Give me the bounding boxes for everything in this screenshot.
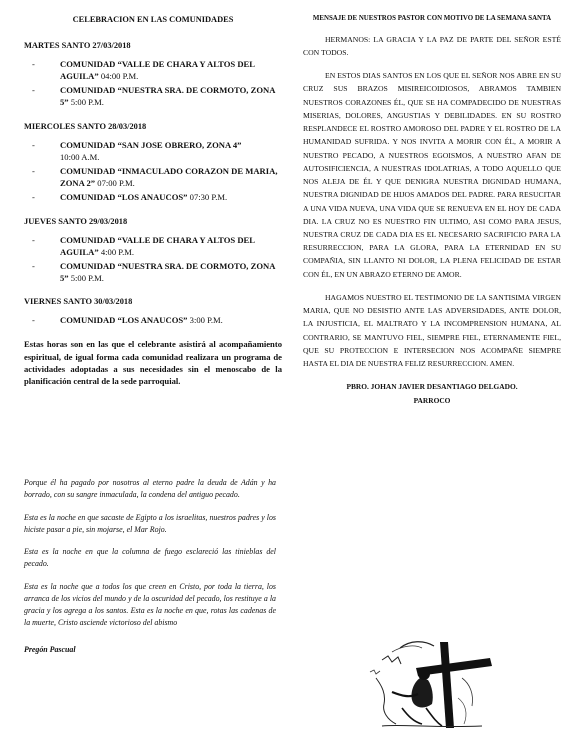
event-item <box>24 191 282 203</box>
message-title: MENSAJE DE NUESTROS PASTOR CON MOTIVO DE LA SEMANA SANTA <box>312 15 552 22</box>
event-time: 04:00 P.M. <box>100 71 139 82</box>
event-name: COMUNIDAD “LOS ANAUCOS” <box>60 315 188 326</box>
message-paragraph: EN ESTOS DIAS SANTOS EN LOS QUE EL SEÑOR NOS ABRE EN SU CRUZ SUS BRAZOS MISIREICOIDIOSOS, ABRAMOS TAMBIEN NUESTROS CORAZONES ÉL, QUE SE HA COMPADECIDO DE NUESTRAS MISERIAS, DOLORES, ANGUSTIAS Y DEBILIDADES. EN SU ROSTRO RESPLANDECE EL ROSTRO AMOROSO DEL PADRE Y EL ROSTRO DE LA HUMANIDAD SUFRIDA. Y NOS INVITA A MORIR CON ÉL, A MORIR A NUESTRO PECADO, A NUESTROS EGOISMOS, A NUESTRO AFAN DE AUTOSIFICIENCIA, A NUESTRAS IDOLATRIAS, A TODO AQUELLO QUE NOS ALEJA DE ÉL Y QUE DENIGRA NUESTRA DIGNIDAD HUMANA, NUESTRA DIGNIDAD DE HIJOS AMADOS DEL PADRE. PARA RESUCITAR A UNA VIDA NUEVA, UNA VIDA QUE SE RENUEVA EN EL HOY DE CADA DIA. LA CRUZ NO ES NUESTRO FIN ULTIMO, ASI COMO PARA JESUS, NUESTRA CRUZ DE CADA DIA ES EL NECESARIO SACRIFICIO PARA LA RESURRECCION, PARA LA GLORA, PARA LA ETERNIDAD EN SU COMPAÑIA, SIN LLANTO NI DOLOR, LA PLENA FELICIDAD DE ESTAR CON ÉL, EN UN ABRAZO ETERNO DE AMOR. <box>303 71 561 279</box>
day-label: MARTES SANTO 27/03/2018 <box>24 40 131 50</box>
day-label: VIERNES SANTO 30/03/2018 <box>24 297 133 307</box>
cross-illustration <box>362 638 498 730</box>
day-label: JUEVES SANTO 29/03/2018 <box>24 216 128 226</box>
event-time: 4:00 P.M. <box>100 246 135 257</box>
celebration-title: CELEBRACION EN LAS COMUNIDADES <box>72 15 234 24</box>
right-column <box>303 14 561 408</box>
message-paragraph: HERMANOS: LA GRACIA Y LA PAZ DE PARTE DEL SEÑOR ESTÉ CON TODOS. <box>303 34 561 57</box>
schedule-note: Estas horas son en las que el celebrante asistirá al acompañamiento espiritual, de igual forma cada comunidad realizara un programa de actividades adoptadas a sus necesidades sin el menoscabo de la planificación central de la sede parroquial. <box>24 339 282 387</box>
quote-paragraph: Esta es la noche que a todos los que creen en Cristo, por toda la tierra, los arranca de los vicios del mundo y de la oscuridad del pecado, los restituye a la gracia y los agrega a los santos. Esta es la noche en que, rotas las cadenas de la muerte, Cristo asciende victorioso del abismo <box>24 581 276 628</box>
event-time: 5:00 P.M. <box>70 97 104 108</box>
event-name: COMUNIDAD “INMACULADO CORAZON DE MARIA, ZONA 2” <box>60 165 278 189</box>
day-block <box>24 216 282 285</box>
event-item <box>24 314 282 326</box>
day-block <box>24 121 282 204</box>
event-list <box>24 314 282 326</box>
day-block <box>24 296 282 326</box>
event-time: 3:00 P.M. <box>189 315 223 326</box>
event-item <box>24 139 282 163</box>
message-paragraph: HAGAMOS NUESTRO EL TESTIMONIO DE LA SANTISIMA VIRGEN MARIA, QUE NO DESISTIO ANTE LAS ADVERSIDADES, ANTE DOLOR, LA INJUSTICIA, EL MALTRATO Y LA INCOMPRENSION HUMANA, AL CONTRARIO, SE MANTUVO FIEL, SIEMPRE FIEL, ETERNAMENTE FIEL, QUE SU PROTECCION E INTERSECION NOS ACOMPAÑE SIEMPRE HASTA EL DIA DE NUESTRA FELIZ RESURRECCION. AMEN. <box>303 292 561 369</box>
event-name: COMUNIDAD “NUESTRA SRA. DE CORMOTO, ZONA 5” <box>60 260 275 284</box>
signature-role: PARROCO <box>413 396 451 406</box>
event-item <box>24 260 282 284</box>
event-name: COMUNIDAD “SAN JOSE OBRERO, ZONA 4” <box>60 139 242 150</box>
pascual-quotes <box>24 477 276 666</box>
event-name: COMUNIDAD “NUESTRA SRA. DE CORMOTO, ZONA 5” <box>60 85 275 108</box>
event-item <box>24 84 282 108</box>
quote-source: Pregón Pascual <box>24 644 76 654</box>
event-time: 10:00 A.M. <box>60 151 100 162</box>
event-item <box>24 165 282 189</box>
quote-paragraph: Esta es la noche en que sacaste de Egipto a los israelitas, nuestros padres y los hiciste pasar a pie, sin mojarse, el Mar Rojo. <box>24 512 276 534</box>
jesus-carrying-cross-image <box>362 638 498 730</box>
event-name: COMUNIDAD “LOS ANAUCOS” <box>60 192 188 203</box>
event-time: 07:00 P.M. <box>97 178 135 189</box>
event-list <box>24 234 282 285</box>
quote-paragraph: Esta es la noche en que la columna de fuego esclareció las tinieblas del pecado. <box>24 547 276 569</box>
signature-name: PBRO. JOHAN JAVIER DESANTIAGO DELGADO. <box>346 382 518 392</box>
left-column <box>24 14 282 387</box>
day-label: MIERCOLES SANTO 28/03/2018 <box>24 121 147 131</box>
signature <box>303 380 561 408</box>
quote-paragraph: Porque él ha pagado por nosotros al eterno padre la deuda de Adán y ha borrado, con su sangre inmaculada, la condena del antiguo pecado. <box>24 478 276 500</box>
event-item <box>24 234 282 258</box>
day-block <box>24 40 282 109</box>
event-item <box>24 58 282 82</box>
event-name: COMUNIDAD “VALLE DE CHARA Y ALTOS DEL AGUILA” <box>60 234 255 257</box>
event-time: 5:00 P.M. <box>70 273 104 284</box>
event-time: 07:30 P.M. <box>189 192 228 203</box>
event-name: COMUNIDAD “VALLE DE CHARA Y ALTOS DEL AGUILA” <box>60 58 255 82</box>
event-list <box>24 58 282 109</box>
event-list <box>24 139 282 204</box>
